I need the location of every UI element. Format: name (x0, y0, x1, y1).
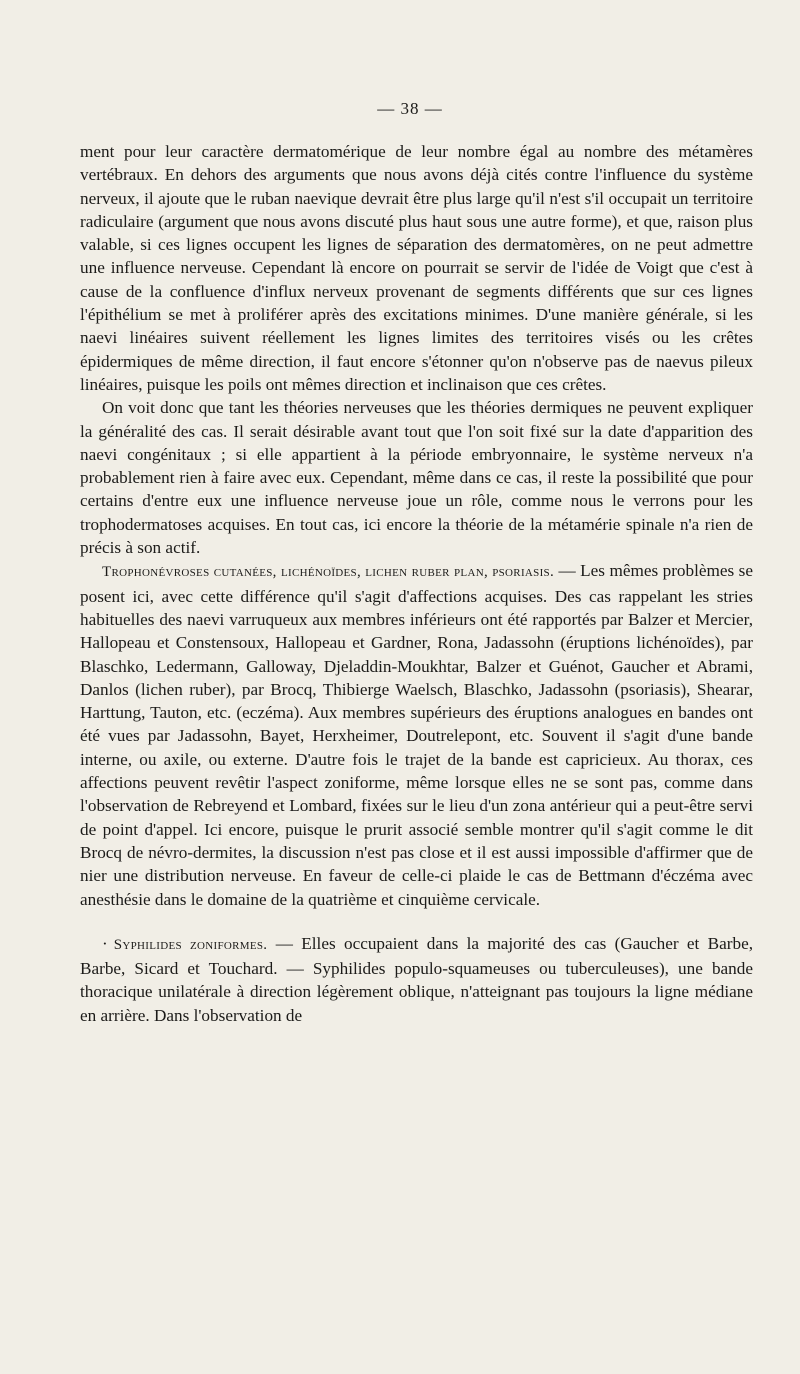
section-separator: — (554, 561, 581, 581)
paragraph-2: On voit donc que tant les théories nerveuses que les théories dermiques ne peuvent expliquer la généralité des cas. Il serait désirable avant tout que l'on soit fixé sur la date d'apparition des naevi congénitaux ; si elle appartient à la période embryonnaire, le système nerveux n'a probablement rien à faire avec eux. Cependant, même dans ce cas, il reste la possibilité que pour certains d'entre eux une influence nerveuse joue un rôle, comme nous le verrons pour les trophodermatoses acquises. En tout cas, ici encore la théorie de la métamérie spinale n'a rien de précis à son actif. (80, 398, 753, 558)
section-heading-trophonevroses: Trophonévroses cutanées, lichénoïdes, lichen ruber plan, psoriasis. (102, 564, 554, 581)
body-text (80, 140, 753, 1027)
section-trophonevroses (80, 559, 753, 910)
page-number: — 38 — (377, 99, 443, 118)
section-heading-syphilides: Syphilides zoniformes. (113, 936, 268, 953)
section-syphilides (80, 932, 753, 1027)
section-separator: — (267, 933, 302, 953)
paragraph-1: ment pour leur caractère dermatomérique de leur nombre égal au nombre des métamères vertébraux. En dehors des arguments que nous avons déjà cités contre l'influence du système nerveux, il ajoute que le ruban naevique devrait être plus large qu'il n'est s'il occupait un territoire radiculaire (argument que nous avons discuté plus haut sous une autre forme), et que, raison plus valable, si ces lignes occupent les lignes de séparation des dermatomères, on ne peut admettre une influence nerveuse. Cependant là encore on pourrait se servir de l'idée de Voigt que c'est à cause de la confluence d'influx nerveux provenant de segments différents que sur ces lignes l'épithélium se met à proliférer après des excitations minimes. D'une manière générale, si les naevi linéaires suivent réellement les lignes limites des territoires visés ou les crêtes épidermiques de même direction, il faut encore s'étonner qu'on n'observe pas de naevus pileux linéaires, puisque les poils ont mêmes direction et inclinaison que ces crêtes. (80, 142, 753, 394)
section-text-trophonevroses: Les mêmes problèmes se posent ici, avec cette différence qu'il s'agit d'affections acquises. Des cas rappelant les stries habituelles des naevi varruqueux aux membres inférieurs ont été rapportés par Balzer et Mercier, Hallopeau et Constensoux, Hallopeau et Gardner, Rona, Jadassohn (éruptions lichénoïdes), par Blaschko, Ledermann, Galloway, Djeladdin-Moukhtar, Balzer et Guénot, Gaucher et Abrami, Danlos (lichen ruber), par Brocq, Thibierge Waelsch, Blaschko, Jadassohn (psoriasis), Shearar, Harttung, Tauton, etc. (eczéma). Aux membres supérieurs des éruptions analogues en bandes ont été vues par Jadassohn, Bayet, Herxheimer, Doutrelepont, etc. Souvent il s'agit d'une bande interne, ou axile, ou externe. D'autre fois le trajet de la bande est capricieux. Au thorax, ces affections peuvent revêtir l'aspect zoniforme, même lorsque elles ne se sont pas, comme dans l'observation de Rebreyend et Lombard, fixées sur le lieu d'un zona antérieur qui a peut-être servi de point d'appel. Ici encore, puisque le prurit associé semble montrer qu'il s'agit comme le dit Brocq de névro-dermites, la discussion n'est pas close et il est aussi impossible d'affirmer que de nier une distribution nerveuse. En faveur de celle-ci plaide le cas de Bettmann d'éczéma avec anesthésie dans le domaine de la quatrième et cinquième cervicale. (80, 561, 754, 909)
section-lead-mark: · (102, 933, 108, 953)
section-text-syphilides: Elles occupaient dans la majorité des cas (Gaucher et Barbe, Barbe, Sicard et Touchard. — Syphilides populo-squameuses ou tuberculeuses), une bande thoracique unilatérale à direction légèrement oblique, n'atteignant pas toujours la ligne médiane en arrière. Dans l'observation de (80, 933, 754, 1025)
